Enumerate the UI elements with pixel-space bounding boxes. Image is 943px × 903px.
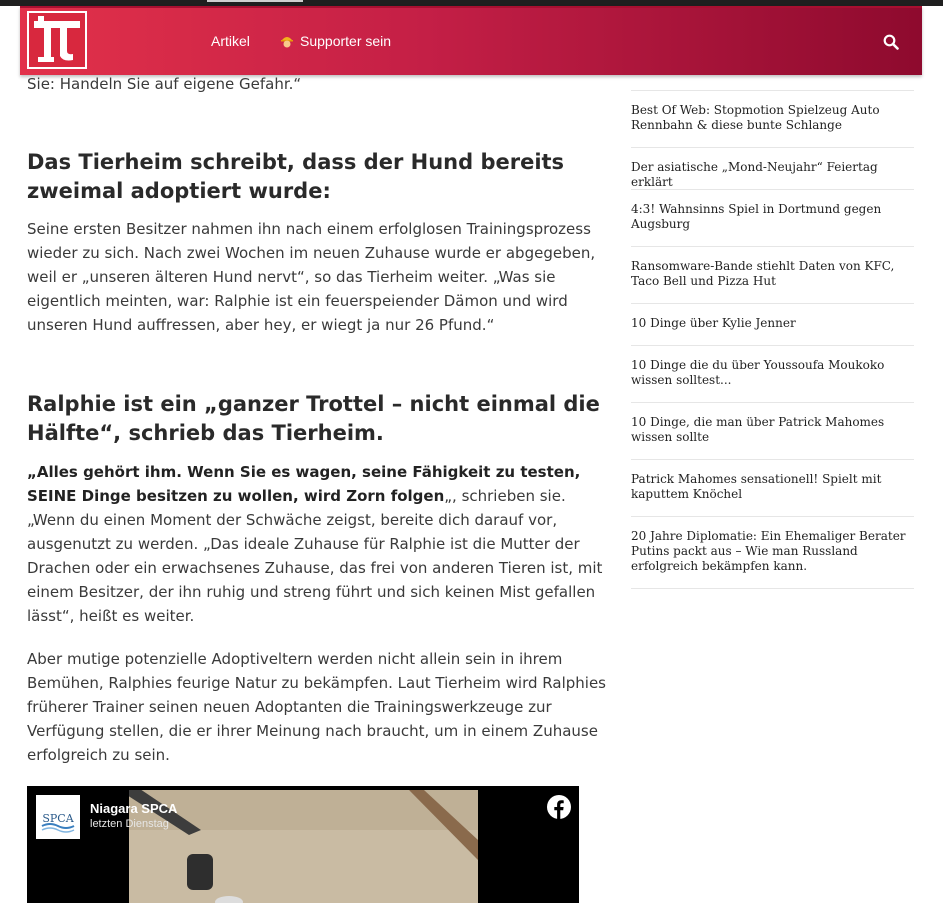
sidebar-item[interactable] [631,259,914,304]
site-logo[interactable] [27,11,87,69]
sidebar-item-title: Der asiatische „Mond-Neujahr“ Feiertag erklärt [631,160,878,189]
article-paragraph-1: Seine ersten Besitzer nahmen ihn nach einem erfolglosen Trainingsprozess wieder zu sich. Nach zwei Wochen im neuen Zuhause wurde er abgegeben, weil er „unseren älteren Hund nervt“, so das Tierheim weiter. „Was sie eigentlich meinten, war: Ralphie ist ein feuerspeiender Dämon und wird unseren Hund auffressen, aber hey, er wiegt ja nur 26 Pfund.“ [27,220,596,334]
selection-highlight [207,0,303,2]
facebook-video-embed[interactable] [27,786,579,903]
sidebar-item[interactable] [631,472,914,517]
sidebar-item[interactable] [631,358,914,403]
fb-post-time[interactable]: letzten Dienstag [90,818,169,830]
video-still [129,790,478,903]
facebook-icon[interactable] [547,795,571,819]
paragraph-2-bold: „Alles gehört ihm. Wenn Sie es wagen, seine Fähigkeit zu testen, SEINE Dinge besitzen zu wollen, wird Zorn folgen [27,463,581,505]
sidebar-item[interactable] [631,160,914,190]
sidebar-item-title: Ransomware-Bande stiehlt Daten von KFC, Taco Bell und Pizza Hut [631,259,895,288]
article-paragraph-3: Aber mutige potenzielle Adoptiveltern werden nicht allein sein in ihrem Bemühen, Ralphies feurige Natur zu bekämpfen. Laut Tierheim wird Ralphies früherer Trainer seinen neuen Adoptanten die Trainingswerkzeuge zur Verfügung stellen, die er ihrer Meinung nach braucht, um in einem Zuhause erfolgreich zu sein. [27,650,606,764]
sidebar-item-partial[interactable] [631,55,914,91]
avatar-text: SPCA [42,812,74,825]
sidebar-item-title: 20 Jahre Diplomatie: Ein Ehemaliger Berater Putins packt aus – Wie man Russland erfolgreich bekämpfen kann. [631,529,906,573]
nav-supporter[interactable] [280,33,391,49]
sidebar-item-title: 10 Dinge über Kylie Jenner [631,316,796,330]
article-heading-2: Ralphie ist ein „ganzer Trottel – nicht einmal die Hälfte“, schrieb das Tierheim. [27,392,600,445]
nav-supporter-label: Supporter sein [300,33,392,49]
article-heading-1: Das Tierheim schreibt, dass der Hund bereits zweimal adoptiert wurde: [27,150,565,203]
pi-logo-icon [29,13,85,67]
nav-artikel[interactable]: Artikel [211,33,250,49]
fb-page-name[interactable]: Niagara SPCA [90,801,178,816]
sidebar-item[interactable] [631,202,914,247]
sidebar-item-title: Patrick Mahomes sensationell! Spielt mit kaputtem Knöchel [631,472,882,501]
spca-logo [36,795,80,839]
sidebar-item-title: 10 Dinge die du über Youssoufa Moukoko wissen solltest... [631,358,885,387]
search-icon[interactable] [883,34,899,50]
header-top-line [20,6,922,8]
sidebar-item-title: 10 Dinge, die man über Patrick Mahomes wissen sollte [631,415,885,444]
sidebar-item[interactable] [631,316,914,346]
worker-emoji-icon [280,34,294,48]
spca-avatar[interactable] [36,795,80,839]
video-frame[interactable] [129,790,478,903]
article-intro-tail: Sie: Handeln Sie auf eigene Gefahr.“ [27,75,302,93]
sidebar-item[interactable] [631,529,914,589]
paragraph-2-rest: „, schrieben sie. „Wenn du einen Moment der Schwäche zeigst, bereite dich darauf vor, ausgenutzt zu werden. „Das ideale Zuhause für Ralphie ist die Mutter der Drachen oder ein erwachsenes Zuhause, das frei von anderen Tieren ist, mit einem Besitzer, der ihn ruhig und streng führt und sich keinen Mist gefallen lässt“, heißt es weiter. [27,487,603,625]
sidebar-item-title: 4:3! Wahnsinns Spiel in Dortmund gegen Augsburg [631,202,882,231]
sidebar-item[interactable] [631,103,914,148]
sidebar-item[interactable] [631,415,914,460]
article-paragraph-2 [27,460,617,628]
sidebar-item-title: Best Of Web: Stopmotion Spielzeug Auto Rennbahn & diese bunte Schlange [631,103,880,132]
